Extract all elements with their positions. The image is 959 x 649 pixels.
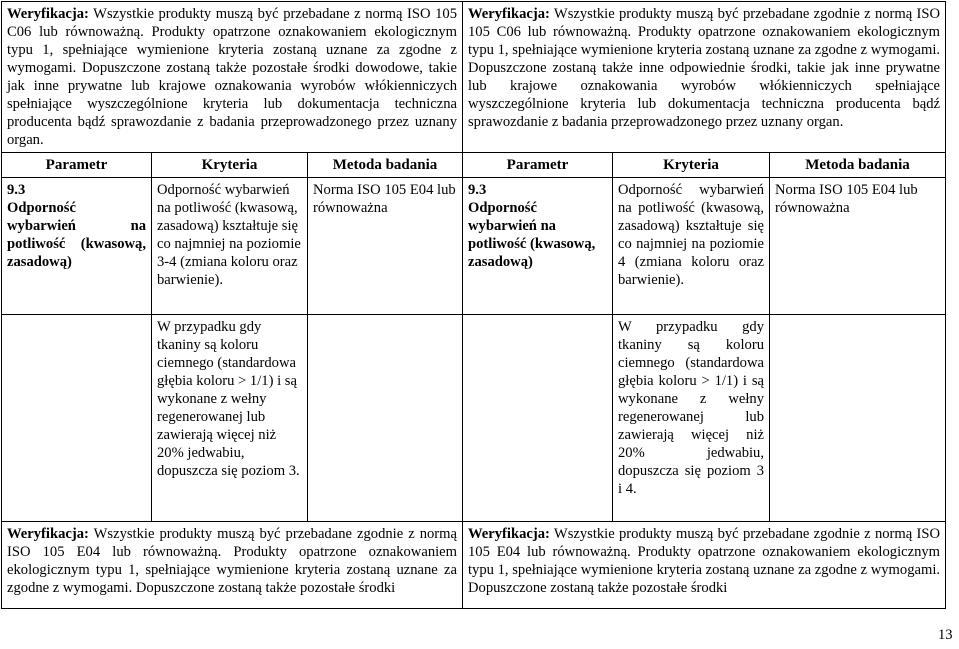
criteria-row-extra xyxy=(2,315,946,522)
header-method-right: Metoda badania xyxy=(770,153,946,178)
verification-top-right xyxy=(463,2,946,153)
param-cell-right xyxy=(463,178,613,315)
header-param-left: Parametr xyxy=(2,153,152,178)
header-method-left: Metoda badania xyxy=(308,153,463,178)
criteria-cell-left xyxy=(152,178,308,315)
verification-label: Weryfikacja: xyxy=(468,6,550,22)
verification-label: Weryfikacja: xyxy=(468,526,550,542)
param-name: Odporność wybarwień na potliwość (kwasową, zasadową) xyxy=(468,200,596,270)
criteria-text: W przypadku gdy tkaniny są koloru ciemnego (standardowa głębia koloru > 1/1) i są wykonane z wełny regenerowanej lub zawierają więcej niż 20% jedwabiu, dopuszcza się poziom 3 i 4. xyxy=(618,319,764,497)
verification-text: Wszystkie produkty muszą być przebadane zgodnie z normą ISO 105 E04 lub równoważną. Produkty opatrzone oznakowaniem ekologicznym typu 1, spełniające wymienione kryteria zostaną uznane za zgodne z wymogami. Dopuszczone zostaną także pozostałe środki xyxy=(468,526,941,596)
method-cell-right-cont xyxy=(770,315,946,522)
method-cell-right xyxy=(770,178,946,315)
header-row xyxy=(2,153,946,178)
param-cell-left xyxy=(2,178,152,315)
criteria-cell-right-extra xyxy=(613,315,770,522)
criteria-text: Odporność wybarwień na potliwość (kwasową, zasadową) kształtuje się co najmniej na poziomie 4 (zmiana koloru oraz barwienie). xyxy=(618,182,764,288)
method-cell-left-cont xyxy=(308,315,463,522)
comparison-table xyxy=(1,1,946,609)
criteria-text: Odporność wybarwień na potliwość (kwasową, zasadową) kształtuje się co najmniej na poziomie 3-4 (zmiana koloru oraz barwienie). xyxy=(157,182,301,288)
verification-text: Wszystkie produkty muszą być przebadane zgodnie z normą ISO 105 E04 lub równoważną. Produkty opatrzone oznakowaniem ekologicznym typu 1, spełniające wymienione kryteria zostaną uznane za zgodne z wymogami. Dopuszczone zostaną także pozostałe środki xyxy=(7,526,457,596)
method-text: Norma ISO 105 E04 lub równoważna xyxy=(313,182,456,216)
verification-top-left xyxy=(2,2,463,153)
param-cell-left-cont xyxy=(2,315,152,522)
page-number: 13 xyxy=(938,627,953,643)
header-param-right: Parametr xyxy=(463,153,613,178)
verification-row-bottom xyxy=(2,522,946,609)
verification-text: Wszystkie produkty muszą być przebadane zgodnie z normą ISO 105 C06 lub równoważną. Produkty opatrzone oznakowaniem ekologicznym typu 1, spełniające wymienione kryteria zostaną uznane za zgodne z wymogami. Dopuszczone zostaną także inne odpowiednie środki, takie jak inne prywatne lub krajowe oznakowania wyrobów włókienniczych spełniające wyszczególnione kryteria lub dokumentacja techniczna producenta bądź sprawozdanie z badania przeprowadzonego przez uznany organ. xyxy=(468,6,941,130)
header-criteria-left: Kryteria xyxy=(152,153,308,178)
verification-text: Wszystkie produkty muszą być przebadane z normą ISO 105 C06 lub równoważną. Produkty opatrzone oznakowaniem ekologicznym typu 1, spełniające wymienione kryteria zostaną uznane za zgodne z wymogami. Dopuszczone zostaną także pozostałe środki dowodowe, takie jak inne prywatne lub krajowe oznakowania wyrobów włókienniczych spełniające wyszczególnione kryteria lub dokumentacja techniczna producenta bądź sprawozdanie z badania przeprowadzonego przez uznany organ. xyxy=(7,6,457,148)
verification-label: Weryfikacja: xyxy=(7,526,89,542)
header-criteria-right: Kryteria xyxy=(613,153,770,178)
param-number: 9.3 xyxy=(468,182,487,198)
criteria-row-main xyxy=(2,178,946,315)
param-cell-right-cont xyxy=(463,315,613,522)
criteria-text: W przypadku gdy tkaniny są koloru ciemnego (standardowa głębia koloru > 1/1) i są wykonane z wełny regenerowanej lub zawierają więcej niż 20% jedwabiu, dopuszcza się poziom 3. xyxy=(157,319,300,479)
verification-bottom-left xyxy=(2,522,463,609)
verification-row-top xyxy=(2,2,946,153)
criteria-cell-left-extra xyxy=(152,315,308,522)
criteria-cell-right xyxy=(613,178,770,315)
method-cell-left xyxy=(308,178,463,315)
method-text: Norma ISO 105 E04 lub równoważna xyxy=(775,182,918,216)
verification-label: Weryfikacja: xyxy=(7,6,89,22)
verification-bottom-right xyxy=(463,522,946,609)
param-number: 9.3 xyxy=(7,182,26,198)
param-name: Odporność wybarwień na potliwość (kwasową, zasadową) xyxy=(7,200,146,270)
